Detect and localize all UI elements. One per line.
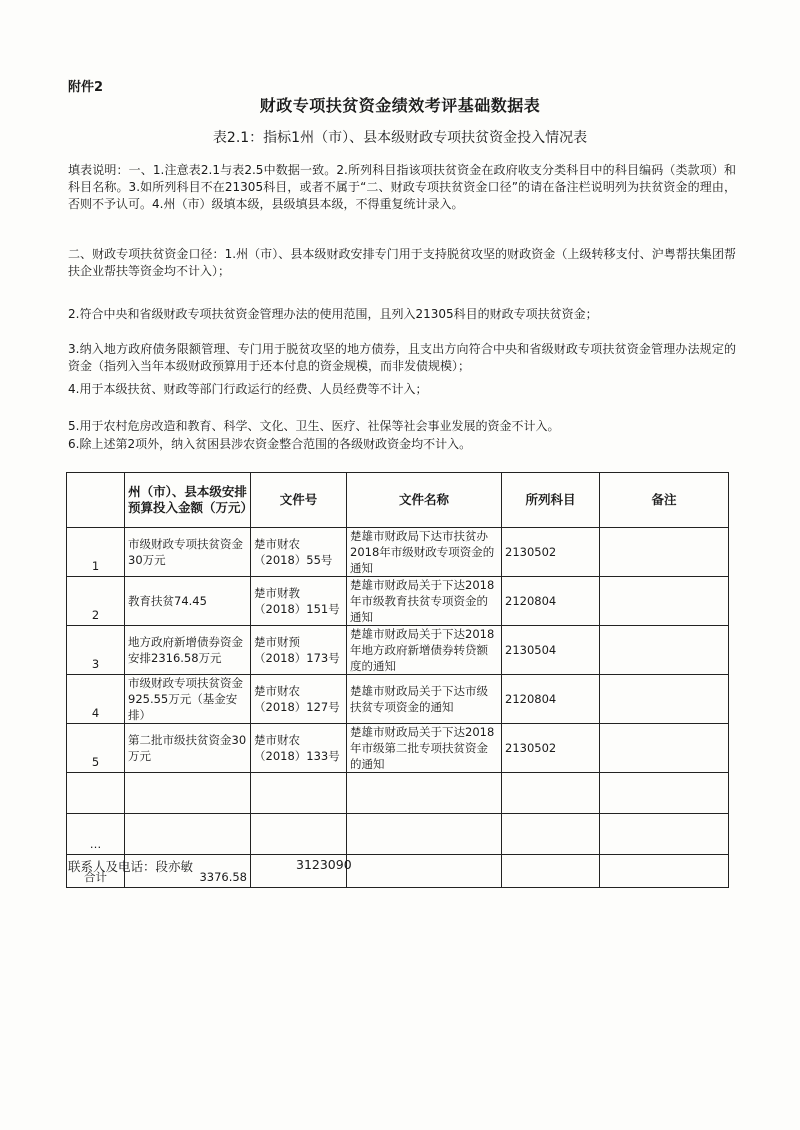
empty-cell <box>347 814 502 855</box>
contact-person: 联系人及电话：段亦敏 <box>68 859 194 874</box>
table-row <box>67 626 729 675</box>
row-doc-number: 楚市财教（2018）151号 <box>251 577 347 626</box>
header-index <box>67 473 125 528</box>
row-note <box>600 626 729 675</box>
instruction-paragraph-4: 3.纳入地方政府债务限额管理、专门用于脱贫攻坚的地方债券，且支出方向符合中央和省级财政专项扶贫资金管理办法规定的资金（指列入当年本级财政预算用于还本付息的资金规模，而非发债规模）； <box>68 342 736 373</box>
instruction-paragraph-5: 4.用于本级扶贫、财政等部门行政运行的经费、人员经费等不计入； <box>68 382 428 396</box>
row-amount: 市级财政专项扶贫资金30万元 <box>125 528 251 577</box>
table-header-row <box>67 473 729 528</box>
empty-cell <box>600 855 729 888</box>
row-doc-number: 楚市财农（2018）133号 <box>251 724 347 773</box>
row-doc-name: 楚雄市财政局关于下达2018年市级教育扶贫专项资金的通知 <box>347 577 502 626</box>
empty-cell <box>502 855 600 888</box>
table-row <box>67 528 729 577</box>
instruction-paragraph-1: 填表说明：一、1.注意表2.1与表2.5中数据一致。2.所列科目指该项扶贫资金在政府收支分类科目中的科目编码（类款项）和科目名称。3.如所列科目不在21305科目，或者不属于“二、财政专项扶贫资金口径”的请在备注栏说明列为扶贫资金的理由，否则不予认可。4.州（市）级填本级，县级填县本级，不得重复统计录入。 <box>68 163 736 211</box>
empty-cell <box>502 814 600 855</box>
row-doc-number: 楚市财预（2018）173号 <box>251 626 347 675</box>
header-amount: 州（市）、县本级安排预算投入金额（万元） <box>125 473 251 528</box>
header-note: 备注 <box>600 473 729 528</box>
attachment-label: 附件2 <box>68 80 104 95</box>
header-budget-code: 所列科目 <box>502 473 600 528</box>
row-budget-code: 2130502 <box>502 724 600 773</box>
row-budget-code: 2120804 <box>502 577 600 626</box>
ellipsis-cell: … <box>67 814 125 855</box>
row-note <box>600 577 729 626</box>
contact-phone: 3123090 <box>296 857 352 872</box>
total-value: 3376.58 <box>125 855 251 888</box>
row-note <box>600 528 729 577</box>
empty-cell <box>251 814 347 855</box>
row-doc-number: 楚市财农（2018）55号 <box>251 528 347 577</box>
table-row <box>67 577 729 626</box>
row-amount: 地方政府新增债券资金安排2316.58万元 <box>125 626 251 675</box>
row-index: 1 <box>67 528 125 577</box>
table-row <box>67 675 729 724</box>
row-budget-code: 2130502 <box>502 528 600 577</box>
row-budget-code: 2130504 <box>502 626 600 675</box>
empty-cell <box>347 855 502 888</box>
row-index: 5 <box>67 724 125 773</box>
funding-table <box>66 472 729 888</box>
empty-cell <box>600 814 729 855</box>
row-index: 4 <box>67 675 125 724</box>
row-doc-name: 楚雄市财政局关于下达市级扶贫专项资金的通知 <box>347 675 502 724</box>
row-index: 2 <box>67 577 125 626</box>
row-doc-number: 楚市财农（2018）127号 <box>251 675 347 724</box>
row-amount: 第二批市级扶贫资金30万元 <box>125 724 251 773</box>
instruction-paragraph-2: 二、财政专项扶贫资金口径：1.州（市）、县本级财政安排专门用于支持脱贫攻坚的财政资金（上级转移支付、沪粤帮扶集团帮扶企业帮扶等资金均不计入）； <box>68 247 736 278</box>
empty-cell <box>502 773 600 814</box>
instruction-paragraph-3: 2.符合中央和省级财政专项扶贫资金管理办法的使用范围，且列入21305科目的财政专项扶贫资金； <box>68 307 598 321</box>
empty-cell <box>67 773 125 814</box>
instruction-paragraph-7: 6.除上述第2项外，纳入贫困县涉农资金整合范围的各级财政资金均不计入。 <box>68 437 472 451</box>
table-row-ellipsis <box>67 814 729 855</box>
empty-cell <box>125 814 251 855</box>
row-note <box>600 675 729 724</box>
empty-cell <box>125 773 251 814</box>
row-amount: 市级财政专项扶贫资金925.55万元（基金安排） <box>125 675 251 724</box>
table-subtitle: 表2.1：指标1州（市）、县本级财政专项扶贫资金投入情况表 <box>212 130 588 146</box>
row-note <box>600 724 729 773</box>
instruction-paragraph-6: 5.用于农村危房改造和教育、科学、文化、卫生、医疗、社保等社会事业发展的资金不计入。 <box>68 419 560 433</box>
total-label: 合计 <box>67 855 125 888</box>
empty-cell <box>600 773 729 814</box>
row-amount: 教育扶贫74.45 <box>125 577 251 626</box>
header-doc-number: 文件号 <box>251 473 347 528</box>
header-doc-name: 文件名称 <box>347 473 502 528</box>
empty-cell <box>347 773 502 814</box>
row-doc-name: 楚雄市财政局关于下达2018年地方政府新增债券转贷额度的通知 <box>347 626 502 675</box>
table-row <box>67 724 729 773</box>
row-doc-name: 楚雄市财政局关于下达2018年市级第二批专项扶贫资金的通知 <box>347 724 502 773</box>
table-row-empty <box>67 773 729 814</box>
page-title: 财政专项扶贫资金绩效考评基础数据表 <box>259 96 541 115</box>
empty-cell <box>251 773 347 814</box>
row-index: 3 <box>67 626 125 675</box>
row-doc-name: 楚雄市财政局下达市扶贫办2018年市级财政专项资金的通知 <box>347 528 502 577</box>
row-budget-code: 2120804 <box>502 675 600 724</box>
